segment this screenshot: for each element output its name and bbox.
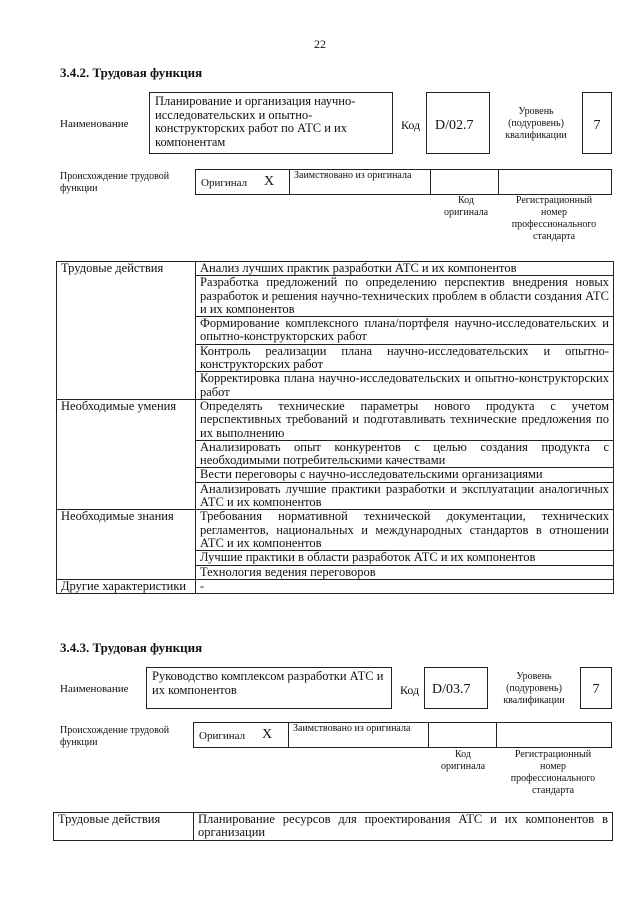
level-label: Уровень (подуровень) квалификации [503,671,565,706]
origin-label: Происхождение трудовой функции [60,725,170,748]
reg-number-label: Регистрационный номер профессионального стандарта [511,195,597,242]
code-original-label: Код оригинала [440,749,486,772]
table-row [57,399,614,440]
name-value: Руководство комплексом разработки АТС и их компонентов [146,667,392,709]
labor-actions-label: Трудовые действия [57,262,196,400]
labor-action-item: Формирование комплексного плана/портфеля научно-исследовательских и опытно-конструкторских работ [196,317,614,345]
labor-action-item: Контроль реализации плана научно-исследовательских и опытно-конструкторских работ [196,344,614,372]
table-row [57,510,614,551]
labor-action-item: Корректировка плана научно-исследовательских и опытно-конструкторских работ [196,372,614,400]
name-label: Наименование [60,118,129,130]
skill-item: Анализировать опыт конкурентов с целью создания продукта с необходимыми потребительскими качествами [196,440,614,468]
knowledge-item: Лучшие практики в области разработок АТС и их компонентов [196,551,614,565]
skill-item: Определять технические параметры нового продукта с учетом перспективных требований и подготавливать технические предложения по их выполнению [196,399,614,440]
original-label: Оригинал [199,730,246,742]
level-value: 7 [580,667,612,709]
other-value: - [196,579,614,593]
labor-actions-label: Трудовые действия [54,813,194,841]
reg-number-cell [496,722,612,748]
section-title: 3.4.3. Трудовая функция [60,640,203,655]
level-label: Уровень (подуровень) квалификации [505,106,567,141]
labor-function-table [53,812,613,841]
skill-item: Вести переговоры с научно-исследовательскими организациями [196,468,614,482]
section-title: 3.4.2. Трудовая функция [60,65,203,80]
skills-label: Необходимые умения [57,399,196,509]
labor-function-table [56,261,614,594]
table-row [54,813,613,841]
level-value: 7 [582,92,612,154]
code-value: D/02.7 [426,92,490,154]
code-original-cell [428,722,497,748]
code-label: Код [400,683,420,697]
reg-number-label: Регистрационный номер профессионального стандарта [510,749,596,796]
page-number: 22 [314,37,326,51]
borrowed-label: Заимствовано из оригинала [288,722,429,748]
table-row [57,262,614,276]
original-mark: X [262,727,273,742]
code-value: D/03.7 [424,667,488,709]
code-original-label: Код оригинала [443,195,489,218]
table-row [57,579,614,593]
reg-number-cell [498,169,612,195]
knowledge-label: Необходимые знания [57,510,196,579]
origin-label: Происхождение трудовой функции [60,171,170,194]
skill-item: Анализировать лучшие практики разработки и эксплуатации аналогичных АТС и их компонентов [196,482,614,510]
labor-action-item: Анализ лучших практик разработки АТС и их компонентов [196,262,614,276]
origin-original-cell [193,722,289,748]
name-label: Наименование [60,683,129,695]
code-original-cell [430,169,499,195]
borrowed-label: Заимствовано из оригинала [289,169,431,195]
original-label: Оригинал [201,177,248,189]
name-value: Планирование и организация научно-исследовательских и опытно-конструкторских работ по АТС и их компонентам [149,92,393,154]
labor-action-item: Планирование ресурсов для проектирования АТС и их компонентов в организации [194,813,613,841]
original-mark: X [264,174,275,189]
knowledge-item: Требования нормативной технической документации, технических регламентов, национальных и международных стандартов в отношении АТС и их компонентов [196,510,614,551]
knowledge-item: Технология ведения переговоров [196,565,614,579]
code-label: Код [401,118,421,132]
origin-original-cell [195,169,290,195]
labor-action-item: Разработка предложений по определению перспектив внедрения новых разработок и решения научно-технических проблем в области создания АТС и их компонентов [196,276,614,317]
other-label: Другие характеристики [57,579,196,593]
